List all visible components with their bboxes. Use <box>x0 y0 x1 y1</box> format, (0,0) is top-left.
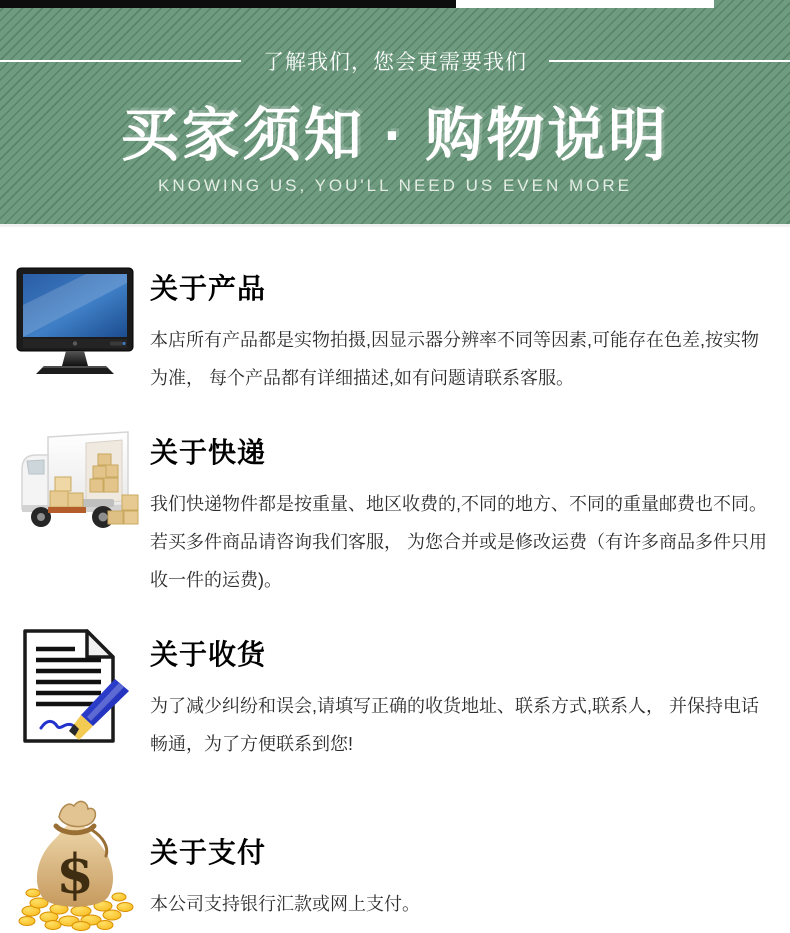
section-about-product <box>0 259 790 397</box>
section-content <box>150 625 790 763</box>
svg-text:$: $ <box>56 842 94 906</box>
section-about-shipping <box>0 423 790 599</box>
notice-sections <box>0 227 790 933</box>
section-about-payment <box>0 789 790 933</box>
section-title: 关于收货 <box>150 639 267 670</box>
page-title: 买家须知 · 购物说明 <box>120 103 670 168</box>
top-strip-black-segment <box>0 0 456 8</box>
tagline-left-rule <box>0 60 241 62</box>
header-tagline-row <box>0 46 790 76</box>
section-body: 本公司支持银行汇款或网上支付。 <box>150 894 420 914</box>
monitor-icon <box>0 259 150 379</box>
section-body: 为了减少纠纷和误会,请填写正确的收货地址、联系方式,联系人， 并保持电话畅通，为了方便联系到您! <box>150 696 759 754</box>
top-edge-strip <box>0 0 790 8</box>
section-title: 关于支付 <box>150 837 267 868</box>
tagline-right-rule <box>549 60 790 62</box>
section-content <box>150 789 790 923</box>
money-bag-icon <box>0 789 150 933</box>
page-subtitle: KNOWING US, YOU'LL NEED US EVEN MORE <box>158 176 632 195</box>
section-body: 我们快递物件都是按重量、地区收费的,不同的地方、不同的重量邮费也不同。若买多件商品请咨询我们客服， 为您合并或是修改运费（有许多商品多件只用收一件的运费)。 <box>150 494 767 590</box>
section-title: 关于快递 <box>150 437 267 468</box>
top-strip-white-segment <box>456 0 714 8</box>
section-content <box>150 423 790 599</box>
section-about-receiving <box>0 625 790 763</box>
section-content <box>150 259 790 397</box>
section-title: 关于产品 <box>150 273 267 304</box>
header-banner <box>0 0 790 227</box>
header-tagline: 了解我们，您会更需要我们 <box>263 51 527 74</box>
document-pen-icon <box>0 625 150 747</box>
truck-icon <box>0 423 150 539</box>
section-body: 本店所有产品都是实物拍摄,因显示器分辨率不同等因素,可能存在色差,按实物为准， 每个产品都有详细描述,如有问题请联系客服。 <box>150 330 759 388</box>
